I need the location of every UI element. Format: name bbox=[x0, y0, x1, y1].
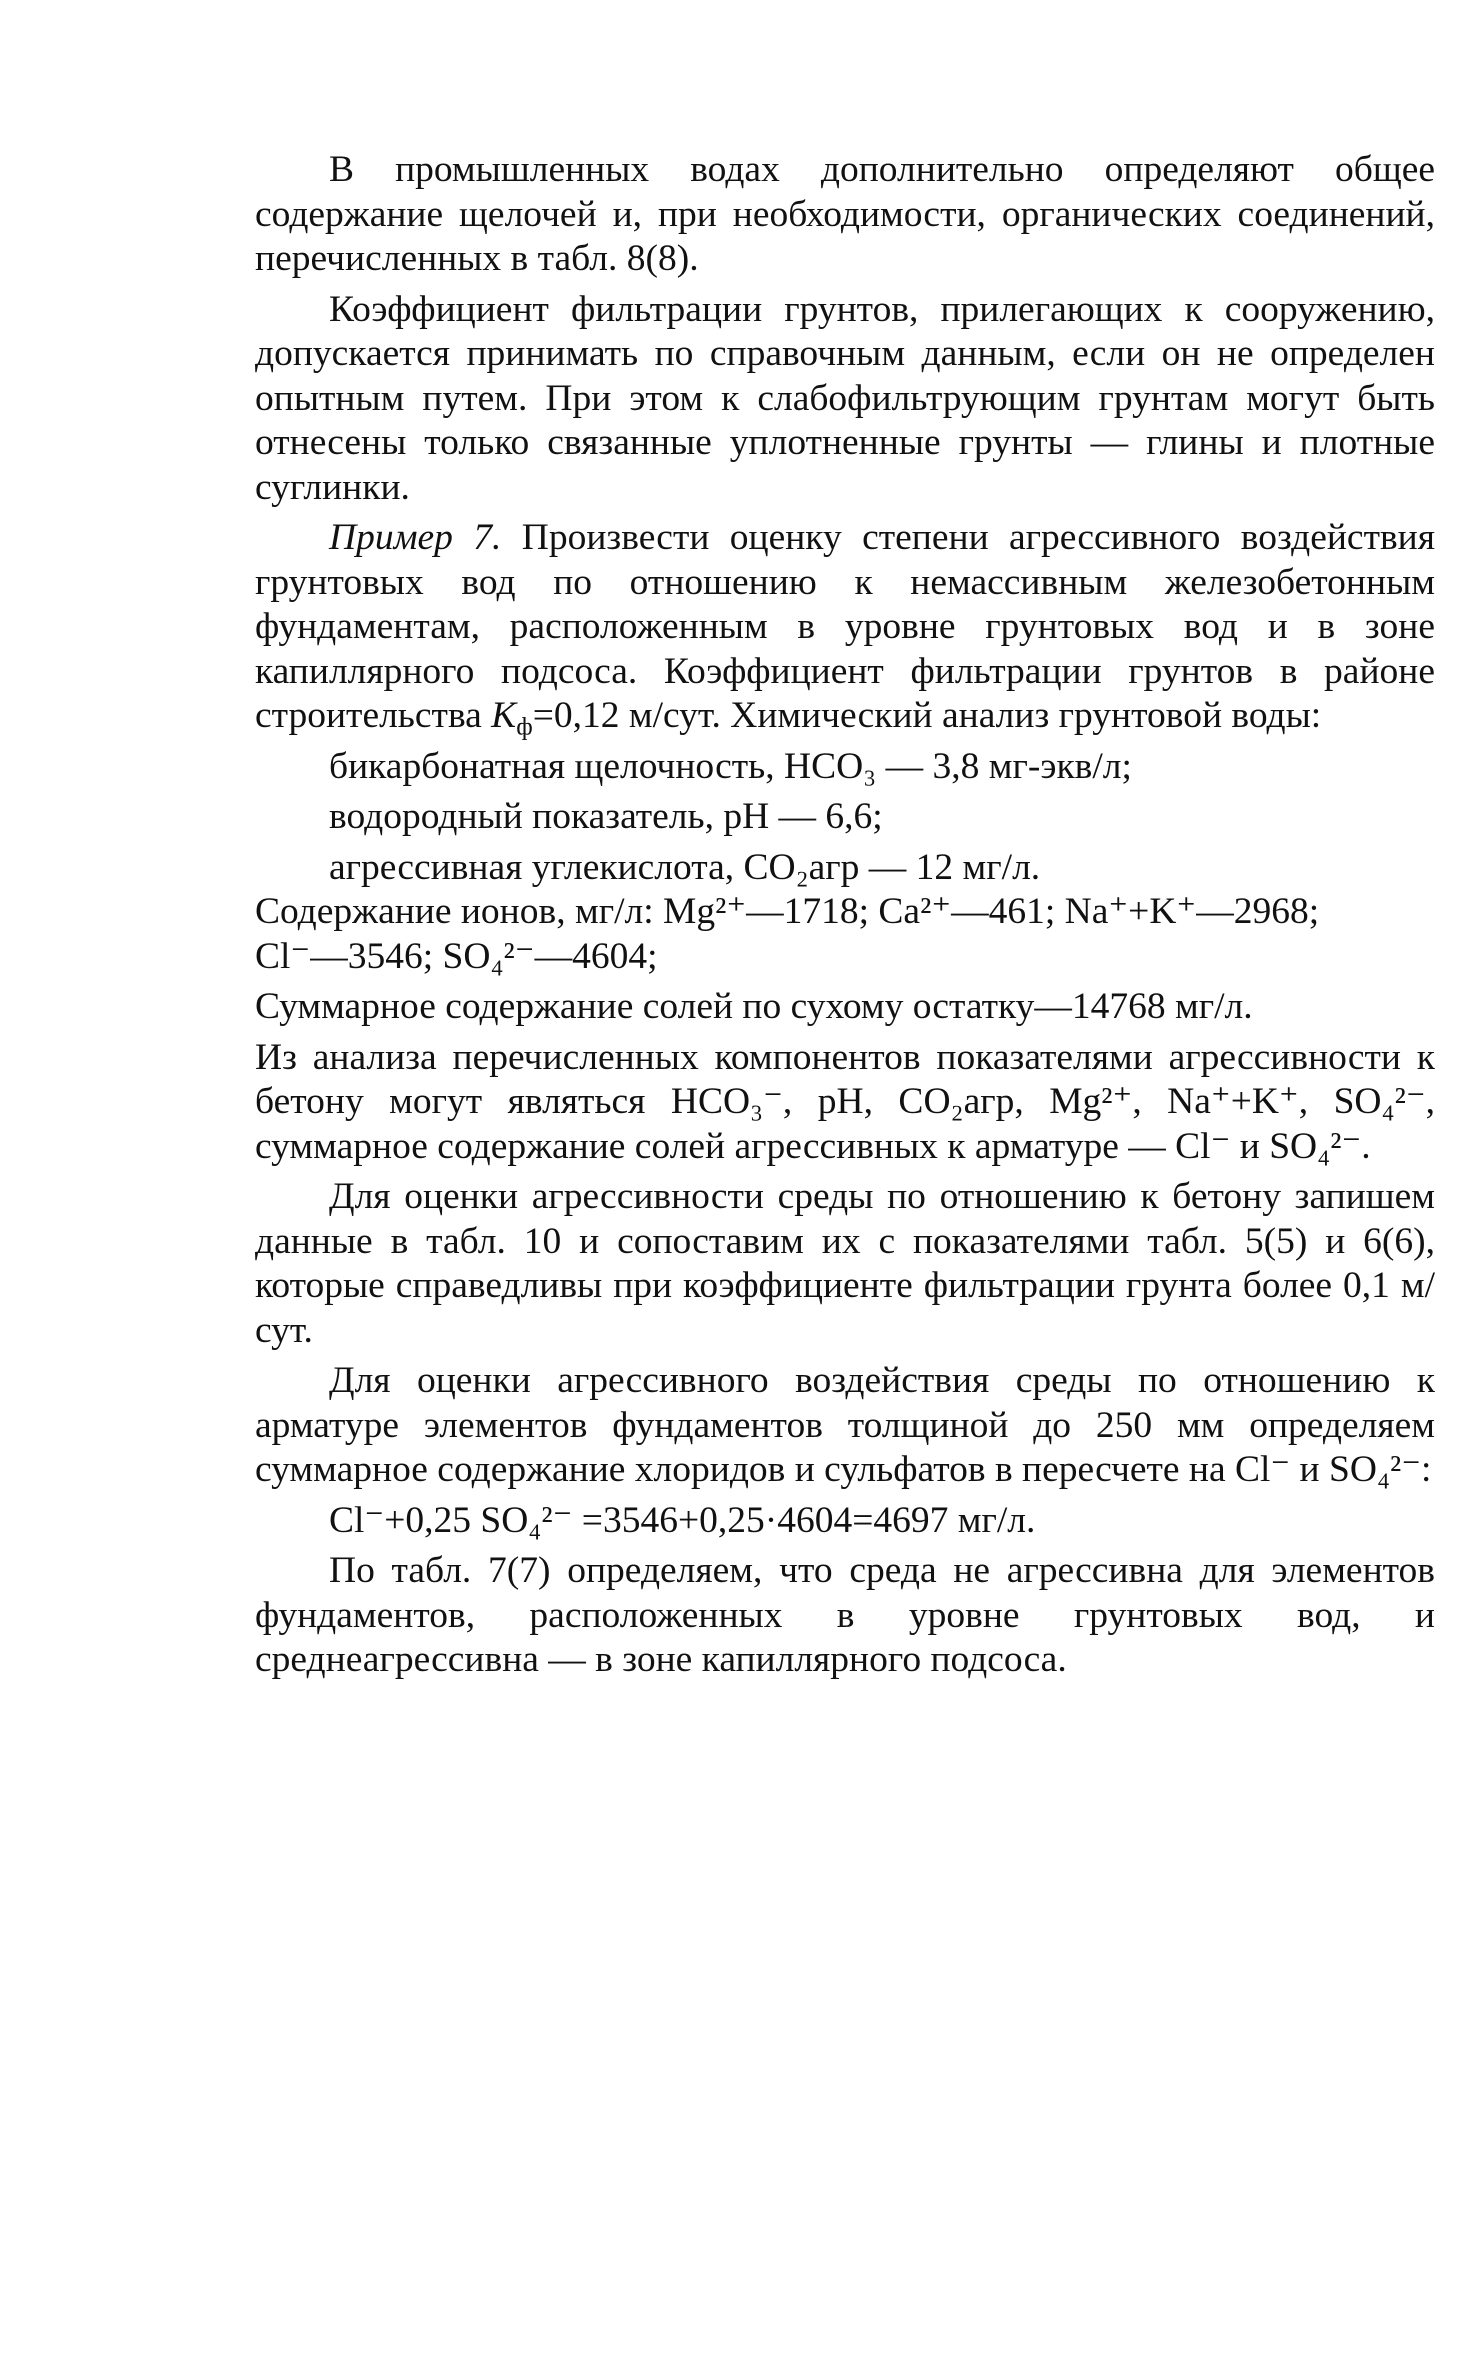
analysis-co2: агрессивная углекислота, CO₂агр — 12 мг/л. bbox=[329, 846, 1041, 888]
paragraph-concrete-assessment: Для оценки агрессивности среды по отношению к бетону запишем данные в табл. 10 и сопоставим их с показателями табл. 5(5) и 6(6), которые справедливы при коэффициенте фильтрации грунта более 0,1 м/сут. bbox=[255, 1176, 1435, 1351]
total-salts: Суммарное содержание солей по сухому остатку—14768 мг/л. bbox=[255, 986, 1253, 1027]
example-label: Пример 7. bbox=[329, 517, 502, 558]
formula-line: Cl⁻+0,25 SO₄²⁻ =3546+0,25·4604=4697 мг/л. bbox=[329, 1499, 1036, 1541]
paragraph-industrial-waters: В промышленных водах дополнительно определяют общее содержание щелочей и, при необходимости, органических соединений, перечисленных в табл. 8(8). bbox=[255, 149, 1435, 279]
analysis-ph: водородный показатель, pH — 6,6; bbox=[329, 796, 883, 837]
k-subscript: ф bbox=[516, 711, 533, 741]
paragraph-conclusion: По табл. 7(7) определяем, что среда не агрессивна для элементов фундаментов, расположенных в уровне грунтовых вод, и среднеагрессивна — в зоне капиллярного подсоса. bbox=[255, 1550, 1435, 1680]
ions-line-2: Cl⁻—3546; SO₄²⁻—4604; bbox=[255, 935, 658, 977]
paragraph-example-7 bbox=[255, 516, 1435, 739]
k-symbol: K bbox=[491, 695, 517, 736]
example-body: Произвести оценку степени агрессивного воздействия грунтовых вод по отношению к немассивным железобетонным фундаментам, расположенным в уровне грунтовых вод и в зоне капиллярного подсоса. Коэффициент фильтрации грунтов в районе строительства bbox=[255, 517, 1435, 736]
paragraph-filtration-coefficient: Коэффициент фильтрации грунтов, прилегающих к сооружению, допускается принимать по справочным данным, если он не определен опытным путем. При этом к слабофильтрующим грунтам могут быть отнесены только связанные уплотненные грунты — глины и плотные суглинки. bbox=[255, 288, 1435, 508]
text-column bbox=[255, 148, 1435, 1683]
ions-line-1: Содержание ионов, мг/л: Mg²⁺—1718; Ca²⁺—461; Na⁺+K⁺—2968; bbox=[255, 891, 1320, 932]
paragraph-indicators: Из анализа перечисленных компонентов показателями агрессивности к бетону могут являться HCO₃⁻, pH, CO₂агр, Mg²⁺, Na⁺+K⁺, SO₄²⁻, суммарное содержание солей агрессивных к арматуре — Cl⁻ и SO₄²⁻. bbox=[255, 1036, 1435, 1167]
example-tail: =0,12 м/сут. Химический анализ грунтовой воды: bbox=[532, 695, 1322, 736]
analysis-bicarbonate: бикарбонатная щелочность, HCO₃ — 3,8 мг-экв/л; bbox=[329, 745, 1132, 787]
paragraph-rebar-assessment: Для оценки агрессивного воздействия среды по отношению к арматуре элементов фундаментов толщиной до 250 мм определяем суммарное содержание хлоридов и сульфатов в пересчете на Cl⁻ и SO₄²⁻: bbox=[255, 1360, 1435, 1490]
